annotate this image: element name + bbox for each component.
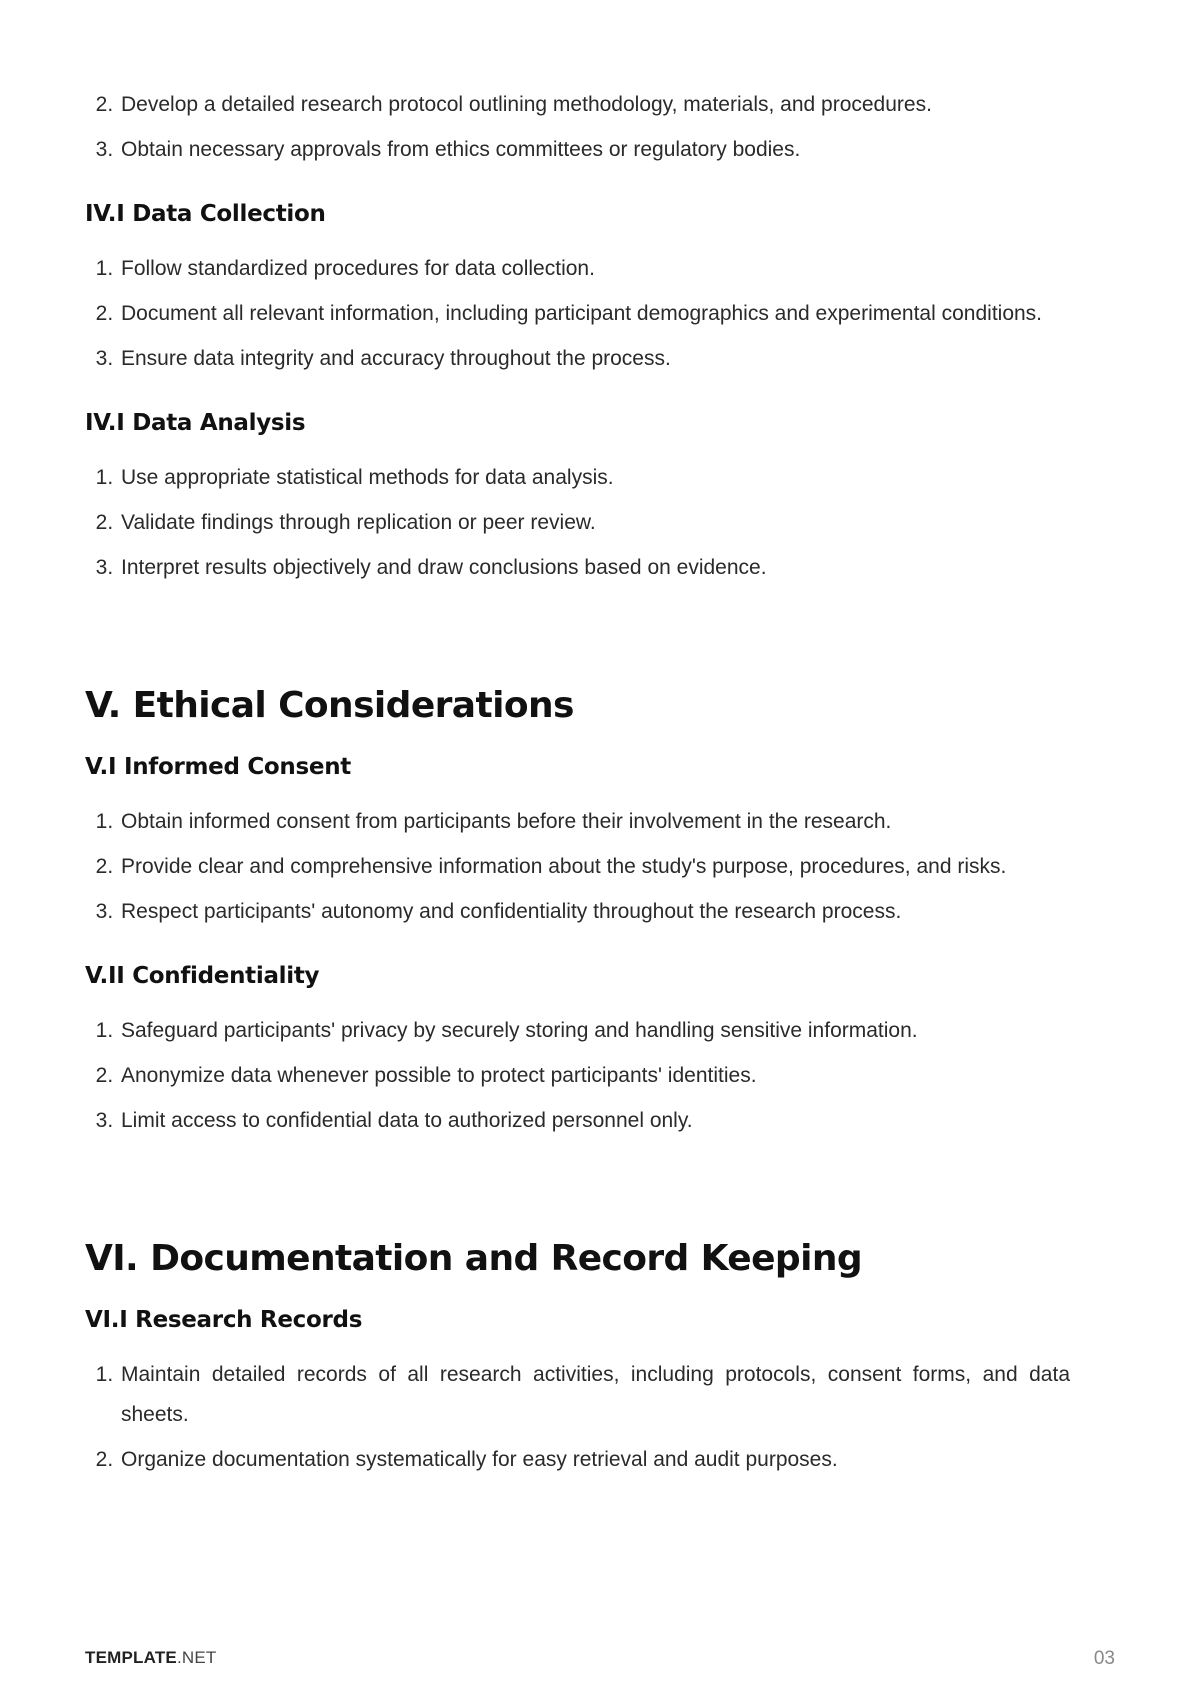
list-item: 3. Respect participants' autonomy and confidentiality throughout the research process. bbox=[119, 892, 1070, 932]
list-item: 2. Organize documentation systematically for easy retrieval and audit purposes. bbox=[119, 1440, 1070, 1480]
section-title-ethical-considerations: V. Ethical Considerations bbox=[85, 685, 574, 726]
confidentiality-list bbox=[85, 1011, 1070, 1141]
brand-logo bbox=[85, 1648, 216, 1668]
section-heading-confidentiality: V.II Confidentiality bbox=[85, 963, 320, 989]
protocol-list bbox=[85, 85, 1070, 170]
page-footer bbox=[85, 1648, 1115, 1672]
list-item: 1. Obtain informed consent from participants before their involvement in the research. bbox=[119, 802, 1070, 842]
research-records-list bbox=[85, 1355, 1070, 1480]
list-item: 3. Interpret results objectively and draw conclusions based on evidence. bbox=[119, 548, 1070, 588]
list-item: 2. Provide clear and comprehensive information about the study's purpose, procedures, and risks. bbox=[119, 847, 1070, 887]
brand-logo-suffix: .NET bbox=[176, 1648, 217, 1667]
list-item: 3. Ensure data integrity and accuracy throughout the process. bbox=[119, 339, 1070, 379]
list-item: 1. Use appropriate statistical methods for data analysis. bbox=[119, 458, 1070, 498]
section-title-documentation: VI. Documentation and Record Keeping bbox=[85, 1238, 863, 1279]
list-item: 1. Safeguard participants' privacy by securely storing and handling sensitive information. bbox=[119, 1011, 1070, 1051]
section-heading-informed-consent: V.I Informed Consent bbox=[85, 754, 351, 780]
list-item: 2. Document all relevant information, including participant demographics and experimental conditions. bbox=[119, 294, 1070, 334]
page-content bbox=[85, 85, 1070, 1485]
list-item: 3. Limit access to confidential data to authorized personnel only. bbox=[119, 1101, 1070, 1141]
page-number: 03 bbox=[1093, 1648, 1115, 1669]
list-item: 2. Anonymize data whenever possible to protect participants' identities. bbox=[119, 1056, 1070, 1096]
informed-consent-list bbox=[85, 802, 1070, 932]
list-item: 2. Develop a detailed research protocol outlining methodology, materials, and procedures. bbox=[119, 85, 1070, 125]
list-item: 1. Follow standardized procedures for data collection. bbox=[119, 249, 1070, 289]
list-item: 1. Maintain detailed records of all research activities, including protocols, consent forms, and data sheets. bbox=[119, 1355, 1070, 1435]
brand-logo-primary: TEMPLATE bbox=[85, 1648, 177, 1667]
section-heading-data-collection: IV.I Data Collection bbox=[85, 201, 326, 227]
section-heading-data-analysis: IV.I Data Analysis bbox=[85, 410, 306, 436]
data-collection-list bbox=[85, 249, 1070, 379]
list-item: 3. Obtain necessary approvals from ethics committees or regulatory bodies. bbox=[119, 130, 1070, 170]
section-heading-research-records: VI.I Research Records bbox=[85, 1307, 363, 1333]
list-item: 2. Validate findings through replication or peer review. bbox=[119, 503, 1070, 543]
data-analysis-list bbox=[85, 458, 1070, 588]
